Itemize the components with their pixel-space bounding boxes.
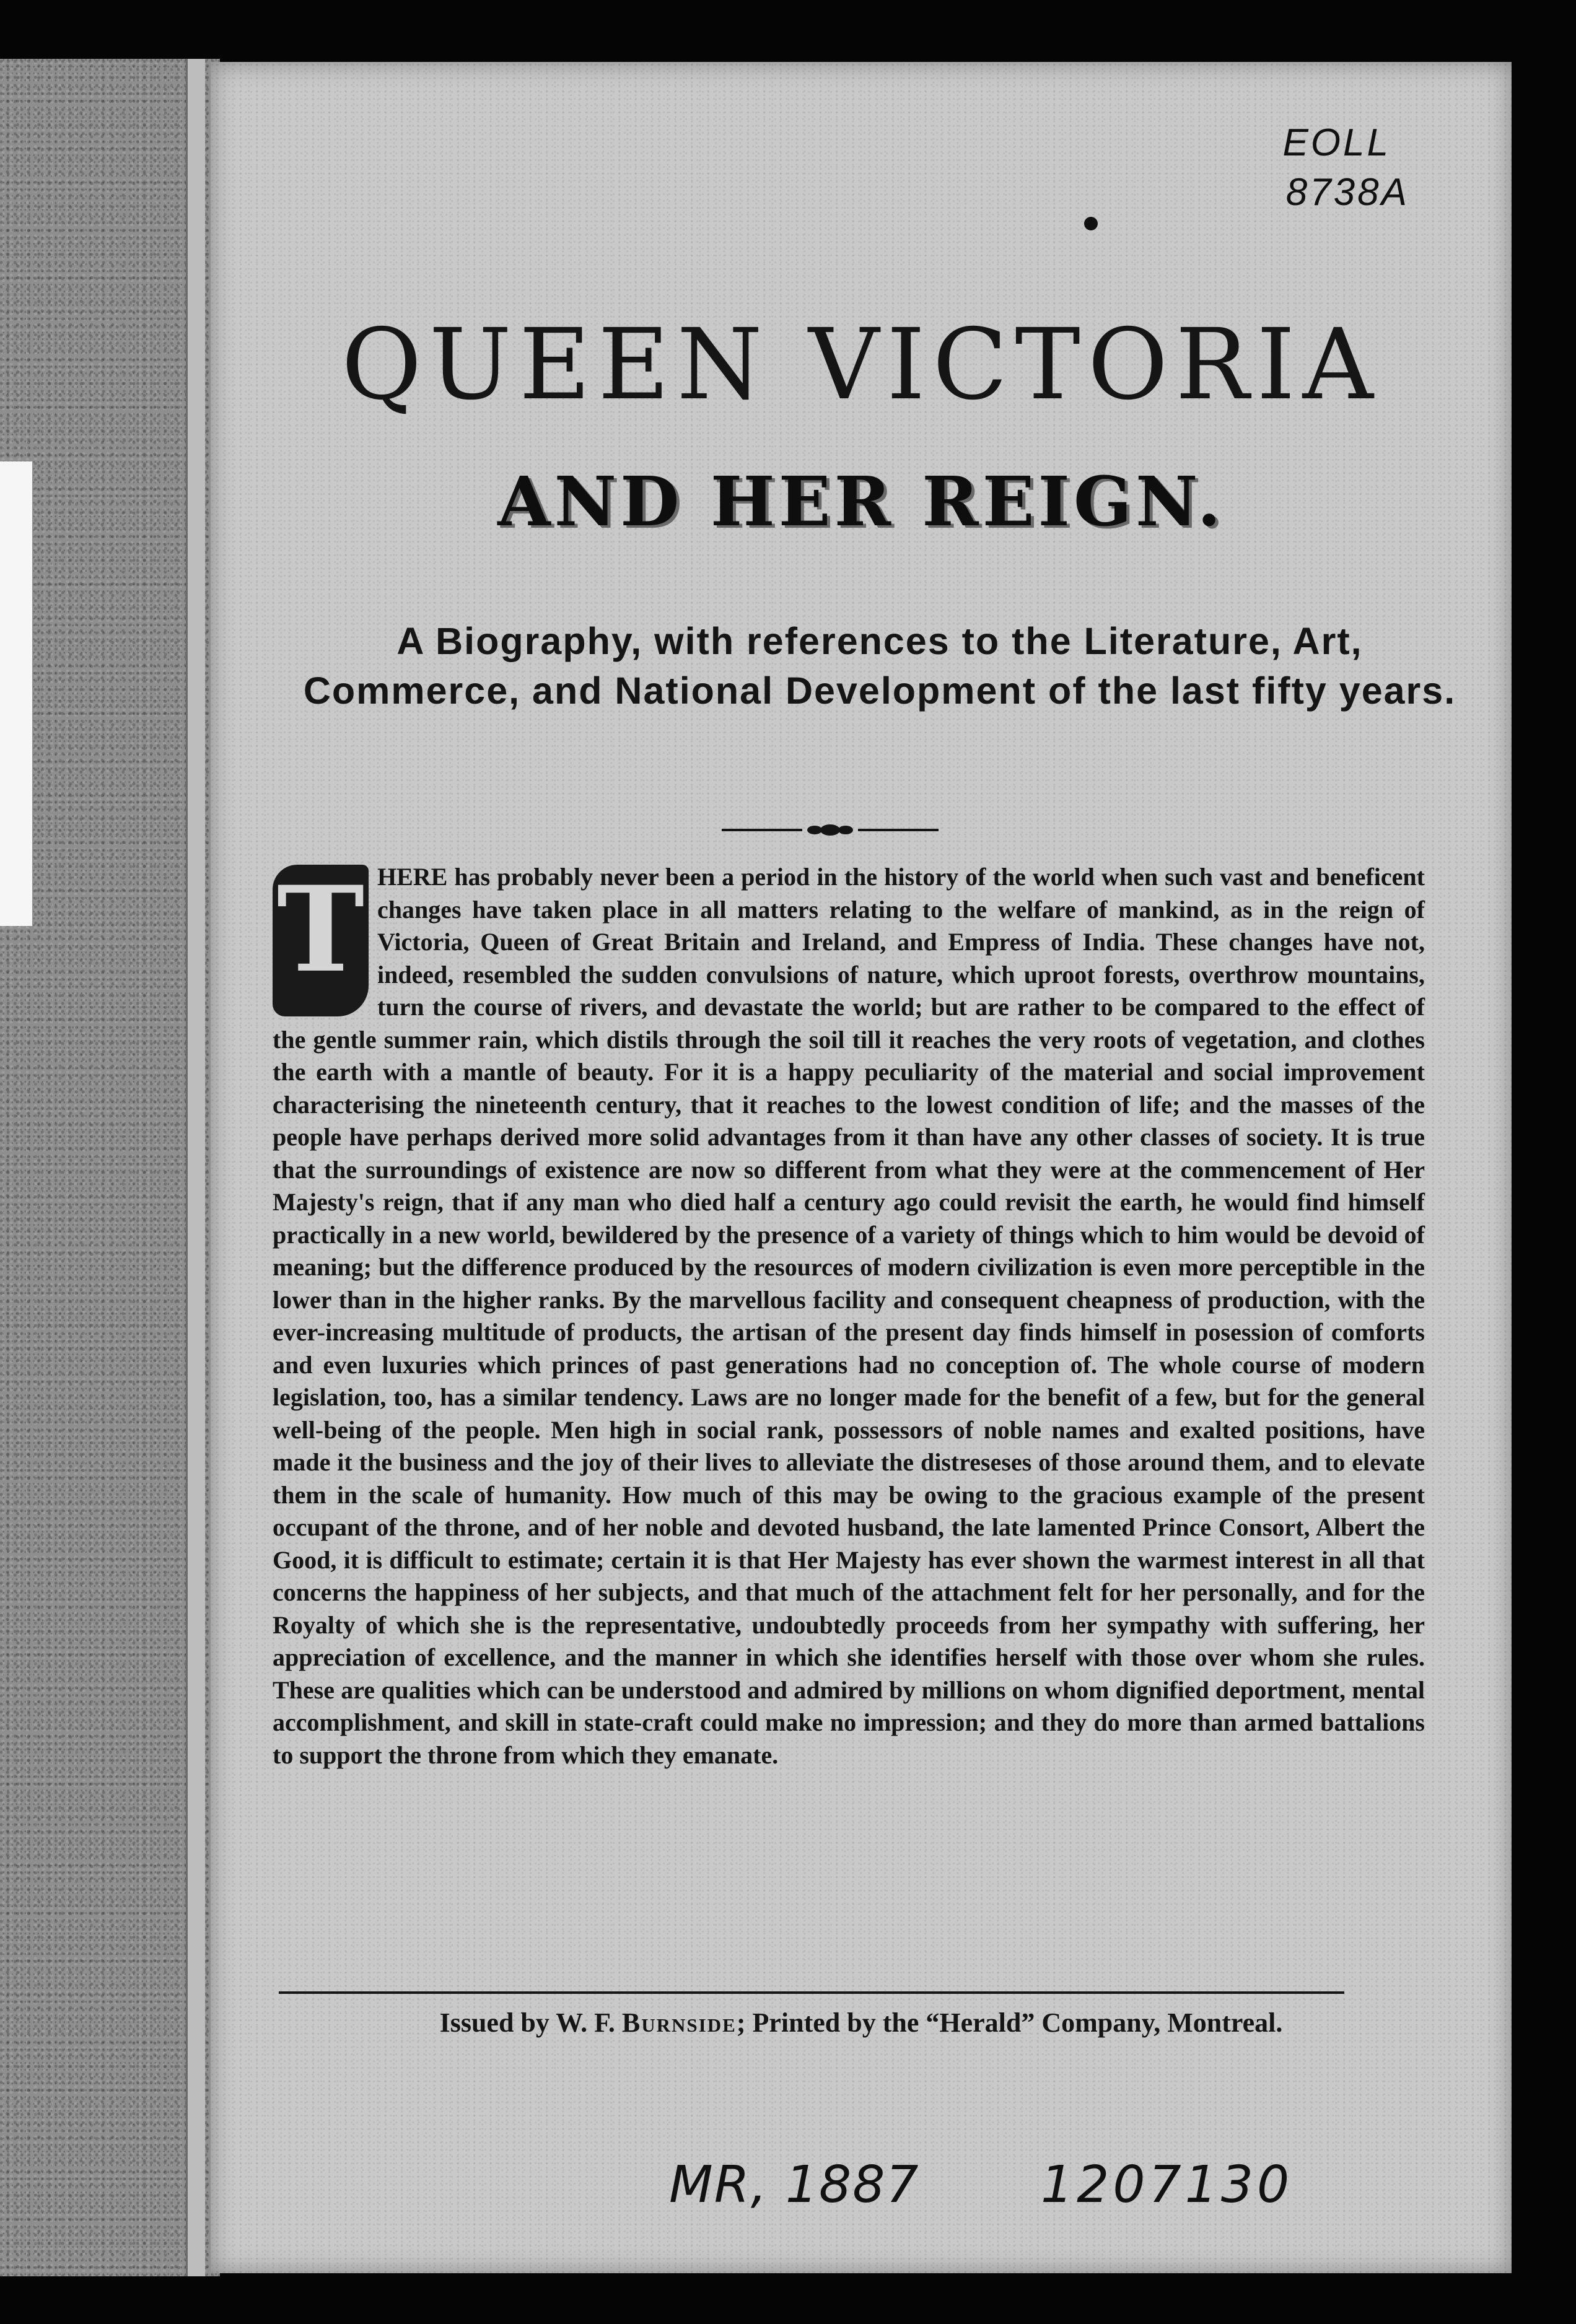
footer-rule [279, 1991, 1344, 1994]
catalog-number-line1: EOLL [1282, 121, 1391, 164]
imprint-prefix: Issued by W. F. [439, 2007, 622, 2038]
drop-cap [273, 860, 369, 1016]
imprint-publisher: Burnside [621, 2007, 737, 2038]
imprint-suffix: ; Printed by the “Herald” Company, Montreal. [736, 2007, 1283, 2038]
board-edge [186, 59, 205, 2276]
catalog-number-line2: 8738A [1285, 171, 1409, 214]
handwritten-number: 1207130 [1041, 2156, 1294, 2214]
description-text: A Biography, with references to the Literature, Art, Commerce, and National Development of the last fifty years. [303, 620, 1456, 712]
page-title: QUEEN VICTORIA [341, 308, 1381, 422]
page-subtitle: AND HER REIGN. [497, 461, 1225, 541]
body-first-word: HERE [377, 863, 448, 891]
white-paper-tab [0, 461, 32, 926]
ornament-divider [722, 823, 939, 837]
imprint-line [211, 2007, 1512, 2038]
drop-cap-letter: T [276, 860, 365, 998]
body-paragraph [273, 861, 1425, 1771]
document-page [211, 62, 1512, 2273]
handwritten-date: MR, 1887 [669, 2156, 920, 2214]
ink-dot [1084, 217, 1098, 230]
body-text: has probably never been a period in the history of the world when such vast and beneficent changes have taken place in all matters relating to the welfare of mankind, as in the reign of Victoria, Queen of Great Britain and Ireland, and Empress of India. These changes have not, indeed, resembled the sudden convulsions of nature, which uproot forests, overthrow mountains, turn the course of rivers, and devastate the world; but are rather to be compared to the effect of the gentle summer rain, which distils through the soil till it reaches the very roots of vegetation, and clothes the earth with a mantle of beauty. For it is a happy peculiarity of the material and social improvement characterising the nineteenth century, that it reaches to the lowest condition of life; and the masses of the people have perhaps derived more solid advantages from it than have any other classes of society. It is true that the surroundings of existence are now so different from what they were at the commencement of Her Majesty's reign, that if any man who died half a century ago could revisit the earth, he would find himself practically in a new world, bewildered by the presence of a variety of things which to him would be devoid of meaning; but the difference produced by the resources of modern civilization is even more perceptible in the lower than in the higher ranks. By the marvellous facility and consequent cheapness of production, with the ever-increasing multitude of products, the artisan of the present day finds himself in posession of comforts and even luxuries which princes of past generations had no conception of. The whole course of modern legislation, too, has a similar tendency. Laws are no longer made for the benefit of a few, but for the general well-being of the people. Men high in social rank, possessors of noble names and exalted positions, have made it the business and the joy of their lives to alleviate the distreseses of those around them, and to elevate them in the scale of humanity. How much of this may be owing to the gracious example of the present occupant of the throne, and of her noble and devoted husband, the late lamented Prince Consort, Albert the Good, it is difficult to estimate; certain it is that Her Majesty has ever shown the warmest interest in all that concerns the happiness of her subjects, and that much of the attachment felt for her personally, and for the Royalty of which she is the representative, undoubtedly proceeds from her sympathy with suffering, her appreciation of excellence, and the manner in which she identifies herself with those over whom she rules. These are qualities which can be understood and admired by millions on whom dignified deportment, mental accomplishment, and skill in state-craft could make no impression; and they do more than armed battalions to support the throne from which they emanate. [273, 863, 1425, 1769]
